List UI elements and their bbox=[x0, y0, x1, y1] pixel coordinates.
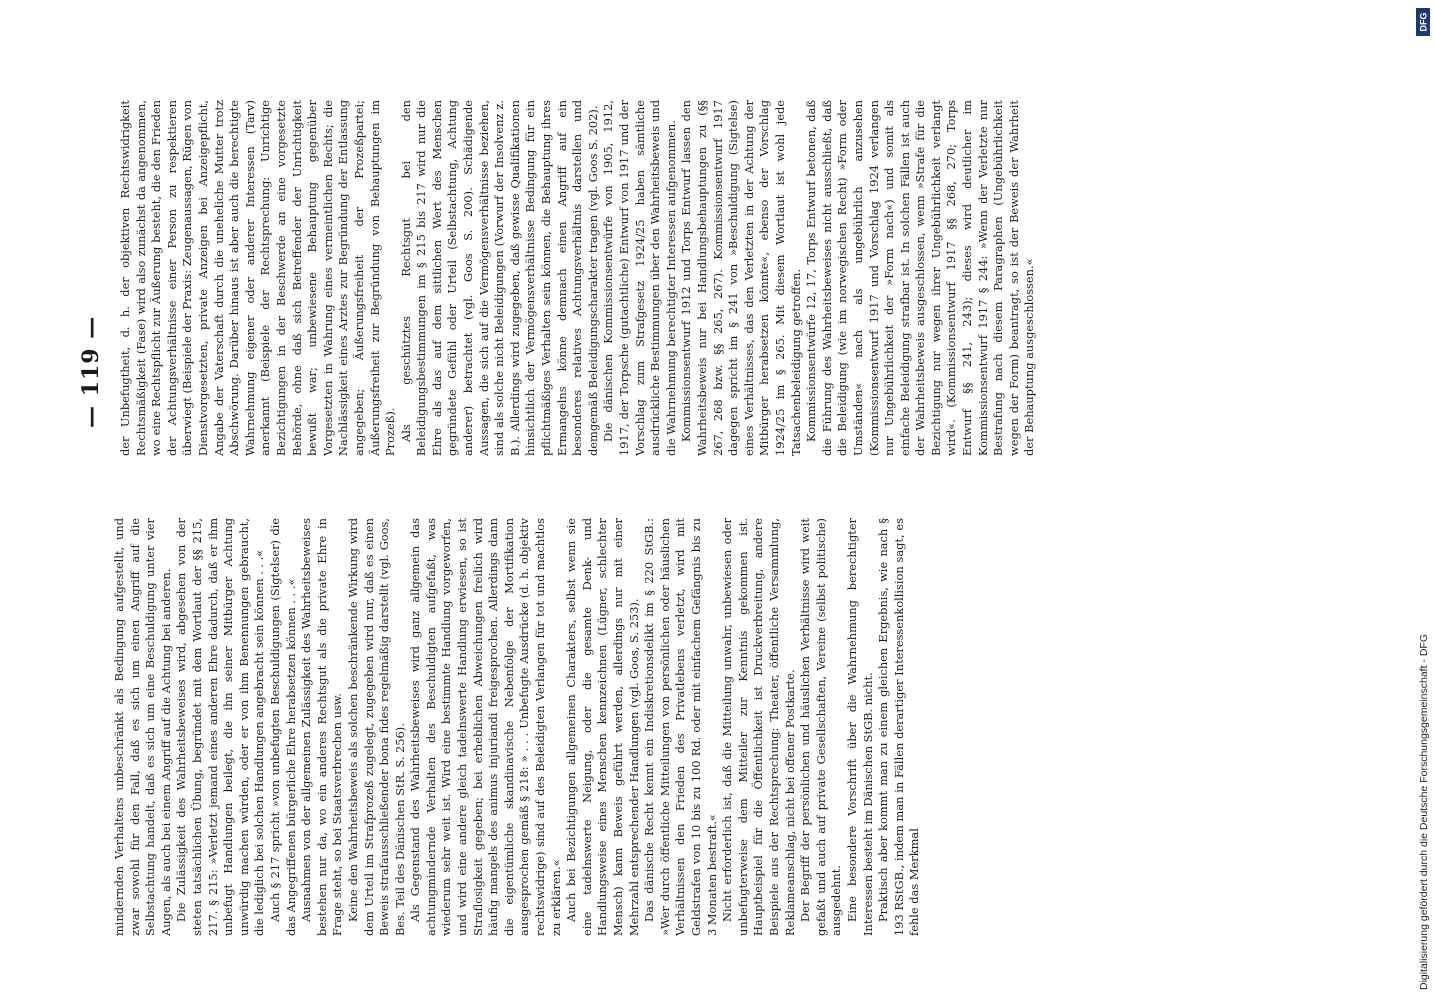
dfg-logo-icon: DFG bbox=[1416, 8, 1430, 36]
right-text-column bbox=[118, 100, 1238, 456]
digitization-credit: Digitalisierung gefördert durch die Deutsche Forschungsgemeinschaft - DFG bbox=[1418, 633, 1430, 990]
left-text-column bbox=[112, 518, 922, 936]
paragraph: Eine besondere Vorschrift über die Wahrnehmung berechtigter Interessen besteht im Dänischen StGB. nicht. bbox=[844, 518, 875, 936]
paragraph: Als Gegenstand des Wahrheitsbeweises wird ganz allgemein das achtungmindernde Verhalten des Beschuldigten aufgefaßt, was wiederum sehr weit ist. Wird eine bestimmte Handlung vorgeworfen, und wird eine andere gleich tadelnswerte Handlung erwiesen, so ist Straflosigkeit gegeben; bei erheblichen Abweichungen freilich wird häufig mangels des animus injuriandi freigesprochen. Allerdings dann die eigentümliche skandinavische Nebenfolge der Mortifikation ausgesprochen gemäß § 218: » . . . Unbefugte Ausdrücke (d. h. objektiv rechtswidrige) sind auf des Beleidigten Verlangen für tot und machtlos zu erklären.« bbox=[408, 518, 563, 936]
paragraph: Das dänische Recht kennt ein Indiskretionsdelikt im § 220 StGB.: »Wer durch öffentliche Mitteilungen von persönlichen oder häuslichen Verhältnissen den Frieden des Privatlebens verletzt, wird mit Geldstrafen von 10 bis zu 100 Rd. oder mit einfachem Gefängnis bis zu 3 Monaten bestraft.« bbox=[642, 518, 719, 936]
paragraph: Der Begriff der persönlichen und häuslichen Verhältnisse wird weit gefaßt und auch auf private Gesellschaften, Vereine (selbst politische) ausgedehnt. bbox=[798, 518, 844, 936]
page-number: — 119 — bbox=[78, 315, 104, 428]
paragraph: mindernden Verhaltens unbeschränkt als Bedingung aufgestellt, und zwar sowohl für den Fall, daß es sich um einen Angriff auf die Selbstachtung handelt, daß es sich um eine Beschuldigung unter vier Augen, als auch bei einem Angriff auf die Achtung bei anderen. bbox=[112, 518, 173, 936]
paragraph: Keine den Wahrheitsbeweis als solchen beschränkende Wirkung wird dem Urteil im Strafprozeß zugelegt, zugegeben wird nur, daß es einen Beweis strafausschließender bona fides regelmäßig darstellt (vgl. Goos, Bes. Teil des Dänischen StR. S. 256). bbox=[345, 518, 407, 936]
paragraph: Als geschütztes Rechtsgut bei den Beleidigungsbestimmungen im § 215 bis 217 wird nur die Ehre als das auf dem sittlichen Wert des Menschen gegründete Gefühl oder Urteil (Selbstachtung, Achtung anderer) betrachtet (vgl. Goos S. 200). Schädigende Aussagen, die sich auf die Vermögensverhältnisse beziehen, sind als solche nicht Beleidigungen (Vorwurf der Insolvenz z. B.). Allerdings wird zugegeben, daß gewisse Qualifikationen hinsichtlich der Vermögensverhältnisse Bedingung für ein pflichtmäßiges Verhalten sein können, die Behauptung ihres Ermangelns könne demnach einen Angriff auf ein besonderes relatives Achtungsverhältnis darstellen und demgemäß Beleidigungscharakter tragen (vgl. Goos S. 202). bbox=[398, 100, 600, 456]
paragraph: Die dänischen Kommissionsentwürfe von 1905, 1912, 1917, der Torpsche (gutachtliche) Entwurf von 1917 und der Vorschlag zum Strafgesetz 1924/25 haben sämtliche ausdrückliche Bestimmungen über den Wahrheitsbeweis und die Wahrnehmung berechtigter Interessen aufgenommen. bbox=[601, 100, 678, 456]
paragraph: Ausnahmen von der allgemeinen Zulässigkeit des Wahrheitsbeweises bestehen nur da, wo ein anderes Rechtsgut als die private Ehre in Frage steht, so bei Staatsverbrechen usw. bbox=[299, 518, 345, 936]
paragraph: der Unbefugtheit, d. h. der objektiven Rechtswidrigkeit Rechtsmäßigkeit (Fase) wird also zunächst da angenommen, wo eine Rechtspflicht zur Äußerung besteht, die den Frieden der Achtungsverhältnisse einer Person zu respektieren überwiegt (Beispiele der Praxis: Zeugenaussagen, Rügen von Dienstvorgesetzten, private Anzeigen bei Anzeigepflicht, Angabe der Vaterschaft durch die uneheliche Mutter trotz Abschwörung. Darüber hinaus ist aber auch die berechtigte Wahrnehmung eigener oder anderer Interessen (Tarv) anerkannt (Beispiele der Rechtsprechung: Unrichtige Bezichtigungen in der Beschwerde an eine vorgesetzte Behörde, ohne daß sich Betreffender der Unrichtigkeit bewußt war; unbewiesene Behauptung gegenüber Vorgesetzten in Wahrung eines vermeintlichen Rechts; die Nachlässigkeit eines Arztes zur Begründung der Entlassung angegeben; Äußerungsfreiheit der Prozeßpartei; Äußerungsfreiheit zur Begründung von Behauptungen im Prozeß). bbox=[118, 100, 398, 456]
paragraph: Kommissionsentwurf 1912 und Torps Entwurf lassen den Wahrheitsbeweis nur bei Handlungsbehauptungen zu (§§ 267, 268 bzw. §§ 265, 267). Kommissionsentwurf 1917 dagegen spricht im § 241 von »Beschuldigung (Sigtelse) eines Verhältnisses, das den Verletzten in der Achtung der Mitbürger herabsetzen könnte«, ebenso der Vorschlag 1924/25 im § 265. Mit diesem Wortlaut ist wohl jede Tatsachenbeleidigung getroffen. bbox=[679, 100, 803, 456]
paragraph: Auch bei Bezichtigungen allgemeinen Charakters, selbst wenn sie eine tadelnswerte Neigung, oder die gesamte Denk- und Handlungsweise eines Menschen kennzeichnen (Lügner, schlechter Mensch) kann Beweis geführt werden, allerdings nur mit einer Mehrzahl entsprechender Handlungen (vgl. Goos, S. 253). bbox=[564, 518, 641, 936]
paragraph: Kommissionsentwürfe 12, 17, Torps Entwurf betonen, daß die Führung des Wahrheitsbeweises nicht ausschließt, daß die Beleidigung (wie im norwegischen Recht) »Form oder Umständen« nach als ungebührlich anzusehen (Kommissionsentwurf 1917 und Vorschlag 1924 verlangen nur Ungebührlichkeit der »Form nach«) und somit als einfache Beleidigung strafbar ist. In solchen Fällen ist auch der Wahrheitsbeweis ausgeschlossen, wenn »Strafe für die Bezichtigung nur wegen ihrer Ungebührlichkeit verlangt wird«. (Kommissionsentwurf 1917 §§ 268, 270; Torps Entwurf §§ 241, 243); dieses wird deutlicher im Kommissionsentwurf 1917 § 244: »Wenn der Verletzte nur Bestrafung nach diesem Paragraphen (Ungebührlichkeit wegen der Form) beantragt, so ist der Beweis der Wahrheit der Behauptung ausgeschlossen.« bbox=[804, 100, 1037, 456]
paragraph: Nicht erforderlich ist, daß die Mitteilung unwahr, unbewiesen oder unbefugterweise dem Mitteiler zur Kenntnis gekommen ist. Hauptbeispiel für die Öffentlichkeit ist Druckverbreitung, andere Beispiele aus der Rechtsprechung: Theater, öffentliche Versammlung, Reklameanschlag, nicht bei offener Postkarte. bbox=[720, 518, 797, 936]
paragraph: Die Zulässigkeit des Wahrheitsbeweises wird, abgesehen von der steten tatsächlichen Übung, begründet mit dem Wortlaut der §§ 215, 217. § 215: »Verletzt jemand eines anderen Ehre dadurch, daß er ihm unbefugt Handlungen beilegt, die ihn seiner Mitbürger Achtung unwürdig machen würden, oder er von ihm Benennungen gebraucht, die lediglich bei solchen Handlungen angebracht sein können . . .« bbox=[174, 518, 267, 936]
paragraph: Auch § 217 spricht »von unbefugten Beschuldigungen (Sigtelser) die das Angegriffenen bürgerliche Ehre herabsetzen können . . .« bbox=[267, 518, 298, 936]
paragraph: Praktisch aber kommt man zu einem gleichen Ergebnis, wie nach § 193 RStGB., indem man in Fällen derartiger Interessenkollision sagt, es fehle das Merkmal bbox=[876, 518, 922, 936]
